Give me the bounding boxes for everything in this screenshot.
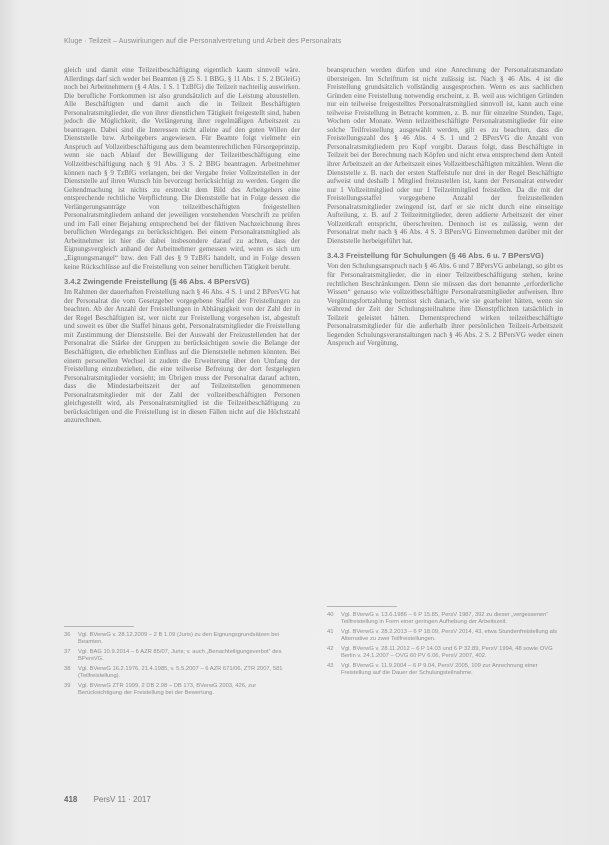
- journal-issue: PersV 11 · 2017: [93, 795, 151, 804]
- body-paragraph: Von den Schulungsanspruch nach § 46 Abs. 6 und 7 BPersVG anbelangt, so gibt es für Personalratsmitglieder, die in einer Teilzeitbeschäftigung stehen, keine rechtlichen Beschränkungen. Denn sie müssen das dort benannte „erforderliche Wissen“ genauso wie vollzeitbeschäftigte Personalratsmitglieder aufweisen. Ihre Vergütungsfortzahlung bemisst sich danach, wie sie gearbeitet hätten, wenn sie während der Zeit der Schulungsteilnahme ihre Dienstpflichten tatsächlich in Teilzeit geleistet hätten. Dementsprechend wirken teilzeitbeschäftigte Personalratsmitglieder für die außerhalb ihrer persönlichen Teilzeit-Arbeitszeit liegenden Schulungsveranstaltungen nach § 46 Abs. 2 S. 2 BPersVG weder einen Anspruch auf Vergütung,: [327, 262, 563, 348]
- footnote-divider: [327, 606, 397, 607]
- section-heading: 3.4.3 Freistellung für Schulungen (§ 46 Abs. 6 u. 7 BPersVG): [327, 251, 544, 261]
- page-number: 418: [64, 795, 78, 804]
- right-column: [327, 66, 563, 348]
- body-paragraph: gleich und damit eine Teilzeitbeschäftigung eigentlich kaum sinnvoll wäre. Allerdings darf sich weder bei Beamten (§ 25 S. 1 BBG, § 11 Abs. 1 S. 2 BGleiG) noch bei Arbeitnehmern (§ 4 Abs. 1 S. 1 TzBfG) die Teilzeit nachteilig auswirken. Die berufliche Fortkommen ist also grundsätzlich auf die Leistung abzustellen. Alle Beschäftigten und damit auch die in Teilzeit Beschäftigten Personalratsmitglieder, die von ihrer dienstlichen Tätigkeit freigestellt sind, haben jedoch die Möglichkeit, die Verlängerung ihrer regelmäßigen Arbeitszeit zu beantragen. Dabei sind die Interessen nicht alleine auf den guten Willen der Dienststelle bzw. Arbeitgebers angewiesen. Für Beamte folgt vielmehr ein Anspruch auf Vollzeitbeschäftigung aus dem beamtenrechtlichen Fürsorgeprinzip, wenn sie nach Ablauf der Bewilligung der Teilzeitbeschäftigung eine Vollzeitbeschäftigung nach § 91 Abs. 3 S. 2 BBG beantragen. Arbeitnehmer können nach § 9 TzBfG verlangen, bei der Vergabe freier Vollzeitstellen in der Dienststelle auf ihren Wunsch hin bevorzugt berücksichtigt zu werden. Gegen die Geltendmachung ist nichts zu erstreckt dem Bild des Arbeitgebers eine entsprechende rechtliche Verpflichtung. Die Dienststelle hat in Folge dessen die Verlängerungsanträge von teilzeitbeschäftigten freigestellten Personalratsmitgliedern anhand der jeweiligen vorstehenden Vorschrift zu prüfen und im Fall einer Bejahung entsprechend bei der fiktiven Nachzeichnung ihres beruflichen Werdegangs zu berücksichtigen. Bei einem Personalratsmitglied als Arbeitnehmer ist hier die dabei insbesondere darauf zu achten, dass der Eignungsvergleich anhand der Arbeitnehmer gemessen wird, wenn es sich um „Eignungsmangel“ bzw. den Fall des § 9 TzBfG handelt, und in Folge dessen keine Rückschlüsse auf die Freistellung von seiner beruflichen Tätigkeit beruht.: [64, 66, 300, 271]
- section-heading: 3.4.2 Zwingende Freistellung (§ 46 Abs. 4 BPersVG): [64, 277, 250, 287]
- footnote-divider: [64, 626, 134, 627]
- footnote: 38 Vgl. BVerwG 16.2.1976, 21.4.1985, v. 5.5.2007 – 6 AZR 671/06, ZTR 2007, 581 (Teilfreistellung).: [64, 666, 283, 679]
- footnotes-left: [64, 632, 300, 700]
- body-paragraph: beanspruchen werden dürfen und eine Anrechnung der Personalratsmandate übersteigen. Im Schrifttum ist nicht zulässig ist. Nach § 46 Abs. 4 ist die Freistellung grundsätzlich vollständig ausgesprochen. Wenn es aus sachlichen Gründen eine Freistellung notwendig erscheint, z. B. weil aus wichtigen Gründen nur ein teilweise freigestelltes Personalratsmitglied sinnvoll ist, kann auch eine teilweise Freistellung in Betracht kommen, z. B. nur für einzelne Stunden, Tage, Wochen oder Monate. Wenn teilzeitbeschäftigte Personalratsmitglieder für eine solche Teilfreistellung ausgewählt werden, gilt es zu beachten, dass die Freistellungszahl des § 46 Abs. 4 S. 1 und 2 BPersVG die Anzahl von Personalratsmitgliedern pro Kopf vorgibt. Daraus folgt, dass Beschäftigte in Teilzeit bei der Berechnung nach Köpfen und nicht etwa entsprechend dem Anteil ihrer Arbeitszeit an der Arbeitszeit eines Vollzeitbeschäftigten mitzählen. Wenn die Dienststelle z. B. nach der ersten Staffelstufe nur drei in der Regel Beschäftigte aufweist und deshalb 1 Mitglied freizustellen ist, kann der Personalrat entweder nur 1 Vollzeitmitglied oder nur 1 Teilzeitmitglied freistellen. Da die mit der Freistellungsstaffel vorgegebene Anzahl der freizustellenden Personalratsmitglieder zwingend ist, darf er sie nicht durch eine einseitige Aufteilung, z. B. auf 2 Teilzeitmitglieder, deren addierte Arbeitszeit der einer Vollzeitkraft entspricht, überschreiten. Dennoch ist es zulässig, wenn der Personalrat mehr nach § 46 Abs. 4 S. 3 BPersVG Einvernehmen darüber mit der Dienststelle herbeigeführt hat.: [327, 66, 563, 245]
- footnote: 36 Vgl. BVerwG v. 28.12.2009 – 2 B 1.09 (Juris) zu den Eignungsgrundsätzen bei Beamten.: [64, 632, 279, 645]
- footnotes-right: [327, 612, 563, 680]
- body-paragraph: Im Rahmen der dauerhaften Freistellung nach § 46 Abs. 4 S. 1 und 2 BPersVG hat der Personalrat die vom Gesetzgeber vorgegebene Staffel der Freistellungen zu beachten. Ab der Anzahl der Freistellungen in Abhängigkeit von der Zahl der in der Regel Beschäftigten ist, wer nicht zur Freistellung vorgesehen ist, abgestuft und soweit es über die Staffel hinaus geht, Personalratsmitglieder die Freistellung mit Zustimmung der Dienststelle. Bei der Auswahl der Freizustellenden hat der Personalrat die Stärke der Gruppen zu berücksichtigen sowie die Belange der Beschäftigten, die erheblichen Einfluss auf die Dienststelle nehmen könnten. Bei einem personellen Wechsel ist zudem die Erweiterung über den Umfang der Freistellung einzubeziehen, die eine teilweise Befreiung der dort festgelegten Personalratsmitglieder vorsieht; im Übrigen muss der Personalrat darauf achten, dass die Mindestarbeitszeit der auf Teilzeitstellen genommenen Personalratsmitglieder mit der Zahl der vollzeitbeschäftigten Personen gleichgestellt wird, als Personalratsmitglied ist die Teilzeitbeschäftigung zu berücksichtigen und die Freistellung ist in diesen Fällen nicht auf die Höchstzahl anzurechnen.: [64, 288, 300, 425]
- left-column: [64, 66, 300, 425]
- footnote: 37 Vgl. BAG 10.9.2014 – 6 AZR 85/07, Juris; v. auch „Benachteiligungsverbot“ des BPersVG.: [64, 649, 282, 662]
- footnote: 43 Vgl. BVerwG v. 11.9.2004 – 6 P 9.04, PersV 2005, 109 zur Anrechnung einer Freistellung auf die Dauer der Schulungsteilnahme.: [327, 663, 538, 676]
- footnote: 39 Vgl. BVerwG ZTR 1999, 2 DB 2.98 – DB 173, BVerwG 2003, 426, zur Berücksichtigung der Freistellung bei der Bewertung.: [64, 683, 257, 696]
- footnote: 41 Vgl. BVerwG v. 28.2.2013 – 6 P 18.09, PersV 2014, 43, etwa Stundenfreistellung als Alternative zu zwei Teilfreistellungen.: [327, 629, 558, 642]
- footnote: 42 Vgl. BVerwG v. 28.11.2012 – 6 P 14.03 und 6 P 32.89, PersV 1994, 48 sowie OVG Berlin v. 24.1.2007 – OVG 60 PV 6.06, PersV 2007, 402.: [327, 646, 553, 659]
- page-footer: [64, 795, 151, 804]
- footnote: 40 Vgl. BVerwG v. 13.6.1986 – 6 P 15.85, PersV 1987, 392 zu dieser „vergessenen“ Teilfreistellung in Form einer geringen Aufhebung der Arbeitszeit.: [327, 612, 549, 625]
- running-header: Kluge · Teilzeit – Auswirkungen auf die Personalvertretung und Arbeit des Personalrats: [64, 38, 342, 45]
